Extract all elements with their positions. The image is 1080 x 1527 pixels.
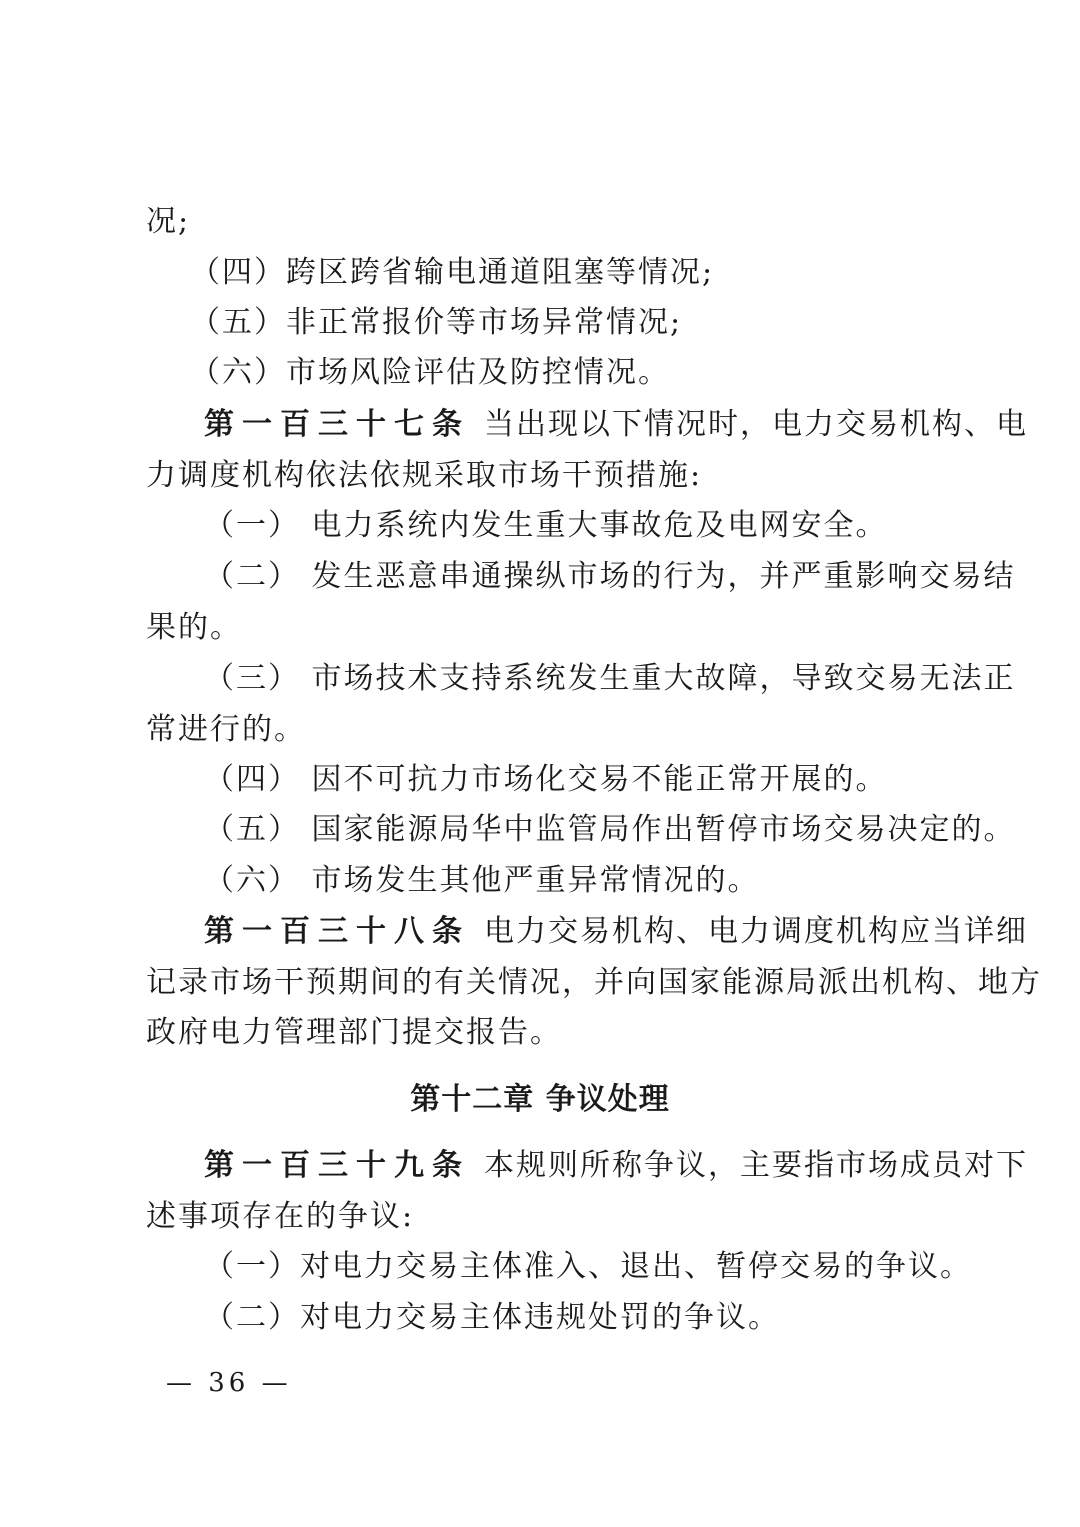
text-line: 述事项存在的争议: bbox=[146, 1199, 415, 1234]
text-line: （五）非正常报价等市场异常情况; bbox=[190, 305, 683, 340]
text-line: （四） 因不可抗力市场化交易不能正常开展的。 bbox=[204, 762, 888, 797]
article-137-title: 第一百三十七条 bbox=[204, 407, 470, 442]
article-139-title: 第一百三十九条 bbox=[204, 1148, 470, 1183]
text-line: 本规则所称争议，主要指市场成员对下 bbox=[484, 1148, 1028, 1183]
article-138-paragraph bbox=[204, 912, 1028, 952]
text-line: （一） 电力系统内发生重大事故危及电网安全。 bbox=[204, 508, 888, 543]
text-line: 力调度机构依法依规采取市场干预措施: bbox=[146, 458, 703, 493]
text-line: 政府电力管理部门提交报告。 bbox=[146, 1015, 562, 1050]
text-line: （五） 国家能源局华中监管局作出暂停市场交易决定的。 bbox=[204, 812, 1016, 847]
text-line: （三） 市场技术支持系统发生重大故障，导致交易无法正 bbox=[204, 661, 1016, 696]
text-line: 果的。 bbox=[146, 610, 242, 645]
text-line: 当出现以下情况时，电力交易机构、电 bbox=[484, 407, 1028, 442]
text-line: 电力交易机构、电力调度机构应当详细 bbox=[484, 914, 1028, 949]
text-line: （六）市场风险评估及防控情况。 bbox=[190, 355, 670, 390]
text-line: 常进行的。 bbox=[146, 712, 306, 747]
article-137-paragraph bbox=[204, 405, 1028, 445]
article-139-paragraph bbox=[204, 1146, 1028, 1186]
text-line: 记录市场干预期间的有关情况，并向国家能源局派出机构、地方 bbox=[146, 965, 1042, 1000]
page-number: — 36 — bbox=[166, 1368, 292, 1398]
text-line: （四）跨区跨省输电通道阻塞等情况; bbox=[190, 255, 715, 290]
chapter-heading: 第十二章 争议处理 bbox=[410, 1082, 670, 1117]
article-138-title: 第一百三十八条 bbox=[204, 914, 470, 949]
text-line: （一）对电力交易主体准入、退出、暂停交易的争议。 bbox=[204, 1249, 972, 1284]
text-line: （六） 市场发生其他严重异常情况的。 bbox=[204, 863, 760, 898]
text-line: （二）对电力交易主体违规处罚的争议。 bbox=[204, 1300, 780, 1335]
text-line: 况; bbox=[146, 204, 191, 239]
text-line: （二） 发生恶意串通操纵市场的行为，并严重影响交易结 bbox=[204, 559, 1016, 594]
